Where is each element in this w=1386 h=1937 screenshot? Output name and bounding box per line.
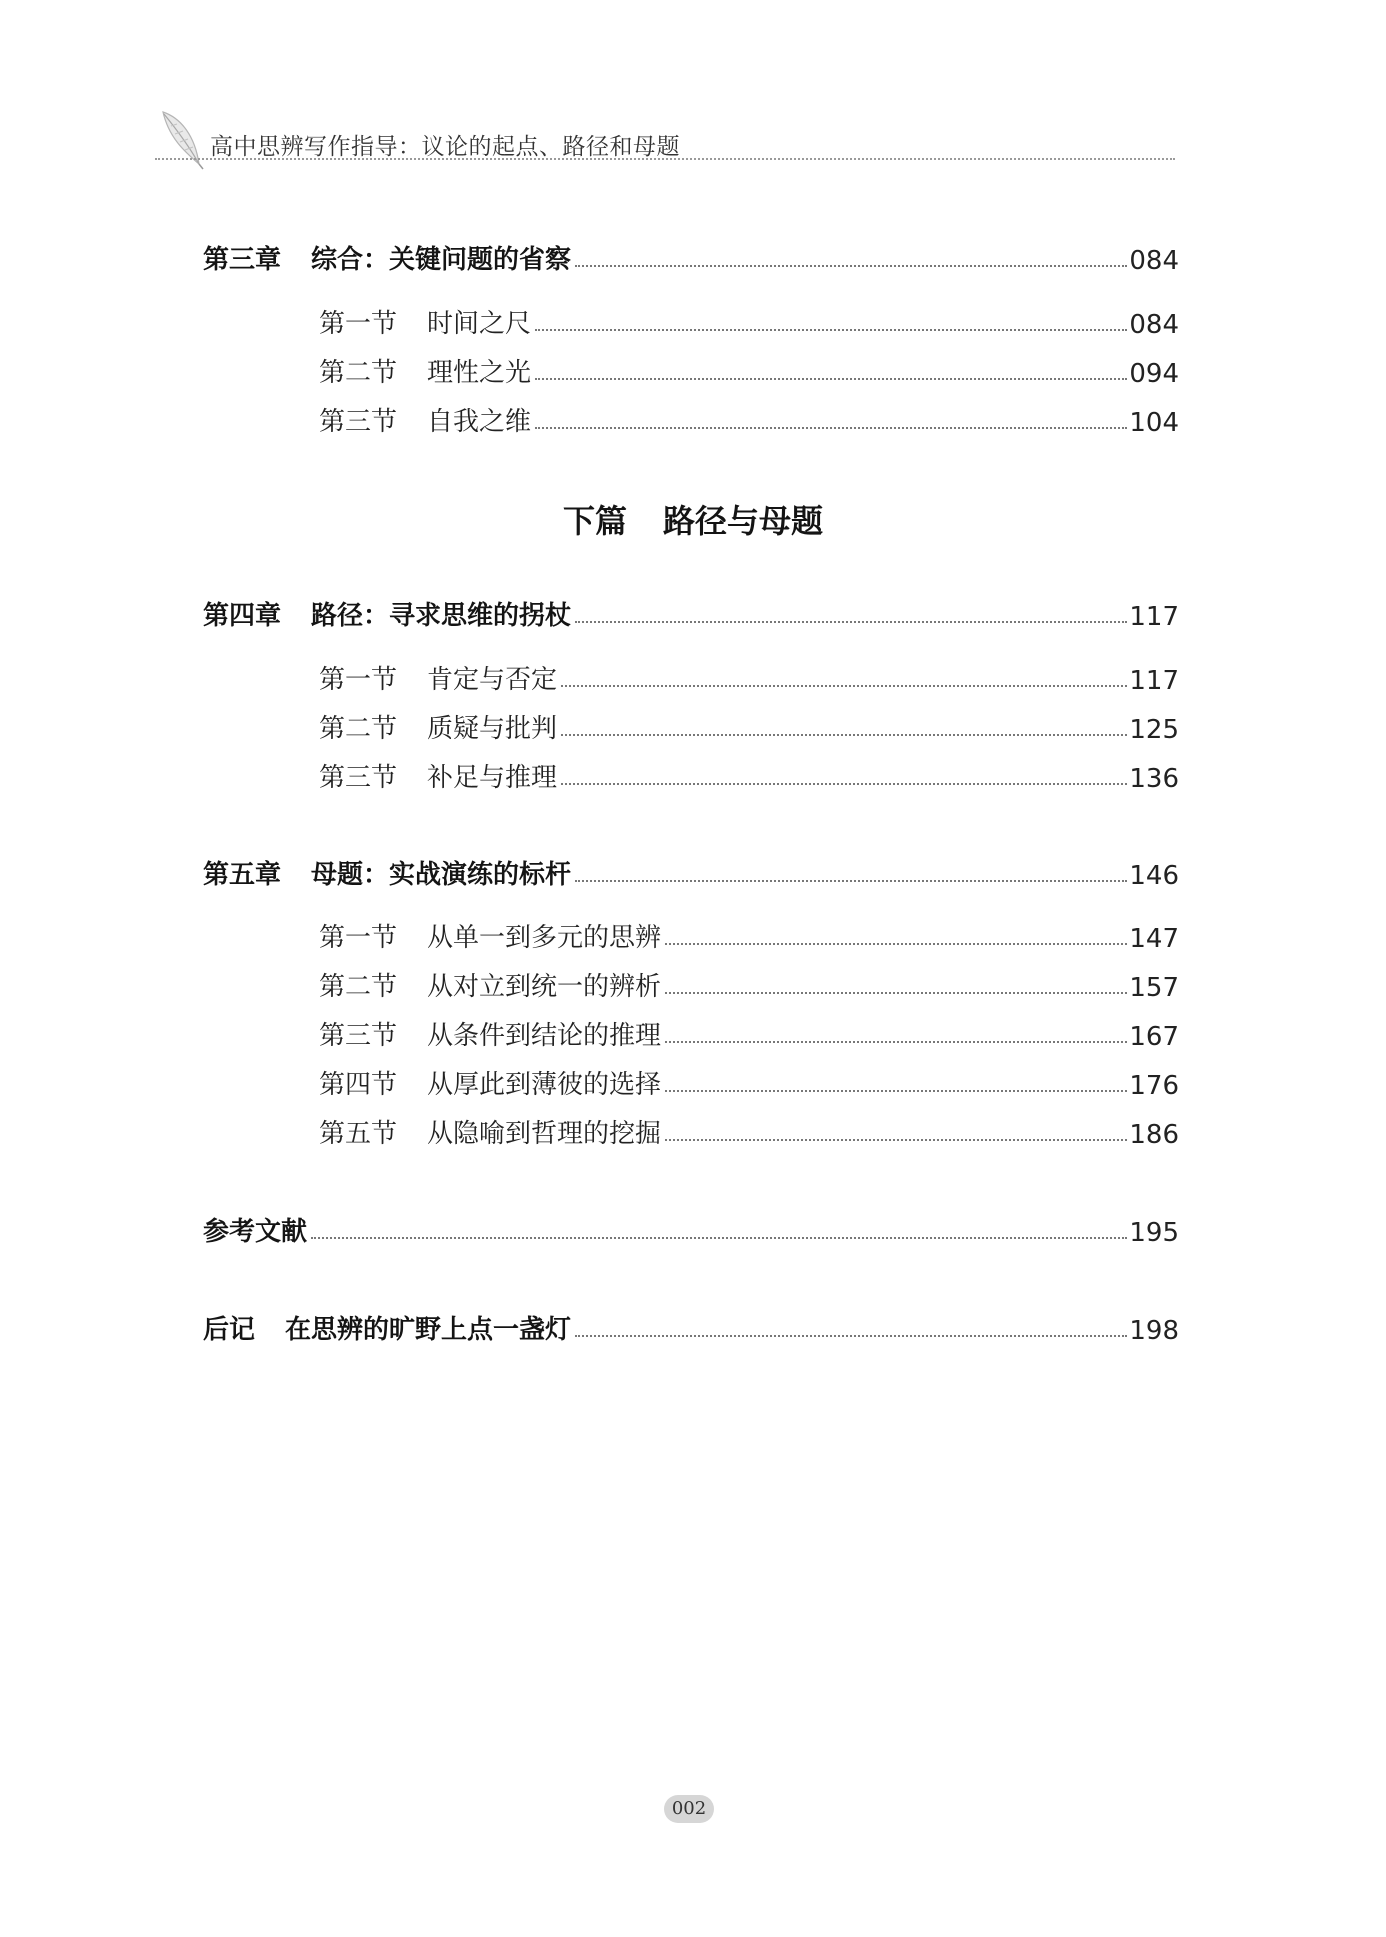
header-rule <box>155 158 1175 160</box>
afterword-label: 后记 <box>203 1315 256 1345</box>
dot-leader <box>535 378 1127 380</box>
page-number: 084 <box>1129 246 1179 276</box>
section-number: 第二节 <box>319 972 398 1002</box>
toc-section[interactable] <box>319 967 1179 1003</box>
section-title: 从厚此到薄彼的选择 <box>427 1070 662 1100</box>
part-heading <box>0 496 1386 542</box>
page-number: 084 <box>1129 310 1179 340</box>
section-title: 从单一到多元的思辨 <box>427 923 662 953</box>
toc-section[interactable] <box>319 709 1179 745</box>
dot-leader <box>575 880 1127 882</box>
section-title: 从对立到统一的辨析 <box>427 972 662 1002</box>
page-number: 125 <box>1129 715 1179 745</box>
page-number: 146 <box>1129 861 1179 891</box>
dot-leader <box>575 1335 1127 1337</box>
chapter-number: 第四章 <box>203 601 282 631</box>
section-number: 第一节 <box>319 665 398 695</box>
dot-leader <box>311 1237 1127 1239</box>
page-number: 186 <box>1129 1120 1179 1150</box>
section-number: 第一节 <box>319 309 398 339</box>
page-number: 198 <box>1129 1316 1179 1346</box>
section-number: 第二节 <box>319 714 398 744</box>
toc-section[interactable] <box>319 1065 1179 1101</box>
section-number: 第二节 <box>319 358 398 388</box>
section-title: 时间之尺 <box>427 309 532 339</box>
part-title: 路径与母题 <box>663 502 824 540</box>
page-number: 147 <box>1129 924 1179 954</box>
section-title: 质疑与批判 <box>427 714 558 744</box>
section-title: 肯定与否定 <box>427 665 558 695</box>
section-number: 第一节 <box>319 923 398 953</box>
dot-leader <box>665 992 1127 994</box>
chapter-title: 路径：寻求思维的拐杖 <box>311 601 572 631</box>
folio-page-number: 002 <box>664 1795 714 1823</box>
dot-leader <box>561 783 1127 785</box>
toc-section[interactable] <box>319 1114 1179 1150</box>
section-number: 第三节 <box>319 1021 398 1051</box>
afterword-title: 在思辨的旷野上点一盏灯 <box>285 1315 572 1345</box>
page-number: 167 <box>1129 1022 1179 1052</box>
dot-leader <box>561 685 1127 687</box>
toc-chapter-4[interactable] <box>203 596 1179 632</box>
toc-section[interactable] <box>319 660 1179 696</box>
toc-chapter-3[interactable] <box>203 240 1179 276</box>
section-title: 自我之维 <box>427 407 532 437</box>
toc-section[interactable] <box>319 402 1179 438</box>
book-title: 高中思辨写作指导：议论的起点、路径和母题 <box>210 134 680 160</box>
page-number: 136 <box>1129 764 1179 794</box>
section-title: 理性之光 <box>427 358 532 388</box>
running-header <box>155 100 1175 170</box>
dot-leader <box>665 1041 1127 1043</box>
leaf-icon <box>155 108 207 170</box>
toc-chapter-5[interactable] <box>203 855 1179 891</box>
chapter-number: 第五章 <box>203 860 282 890</box>
dot-leader <box>665 1139 1127 1141</box>
toc-section[interactable] <box>319 353 1179 389</box>
references-title: 参考文献 <box>203 1217 308 1247</box>
page-number: 094 <box>1129 359 1179 389</box>
toc-section[interactable] <box>319 918 1179 954</box>
dot-leader <box>575 621 1127 623</box>
page-number: 117 <box>1129 602 1179 632</box>
section-number: 第三节 <box>319 407 398 437</box>
page-number: 104 <box>1129 408 1179 438</box>
dot-leader <box>665 943 1127 945</box>
toc-afterword[interactable] <box>203 1310 1179 1346</box>
dot-leader <box>535 329 1127 331</box>
toc-section[interactable] <box>319 1016 1179 1052</box>
section-title: 从隐喻到哲理的挖掘 <box>427 1119 662 1149</box>
page-number: 117 <box>1129 666 1179 696</box>
chapter-title: 综合：关键问题的省察 <box>311 245 572 275</box>
section-number: 第四节 <box>319 1070 398 1100</box>
dot-leader <box>575 265 1127 267</box>
page-number: 157 <box>1129 973 1179 1003</box>
section-number: 第三节 <box>319 763 398 793</box>
toc-section[interactable] <box>319 758 1179 794</box>
section-title: 从条件到结论的推理 <box>427 1021 662 1051</box>
section-title: 补足与推理 <box>427 763 558 793</box>
dot-leader <box>665 1090 1127 1092</box>
section-number: 第五节 <box>319 1119 398 1149</box>
toc-section[interactable] <box>319 304 1179 340</box>
page-number: 195 <box>1129 1218 1179 1248</box>
chapter-number: 第三章 <box>203 245 282 275</box>
dot-leader <box>561 734 1127 736</box>
dot-leader <box>535 427 1127 429</box>
page-number: 176 <box>1129 1071 1179 1101</box>
toc-references[interactable] <box>203 1212 1179 1248</box>
chapter-title: 母题：实战演练的标杆 <box>311 860 572 890</box>
part-number: 下篇 <box>562 502 627 540</box>
